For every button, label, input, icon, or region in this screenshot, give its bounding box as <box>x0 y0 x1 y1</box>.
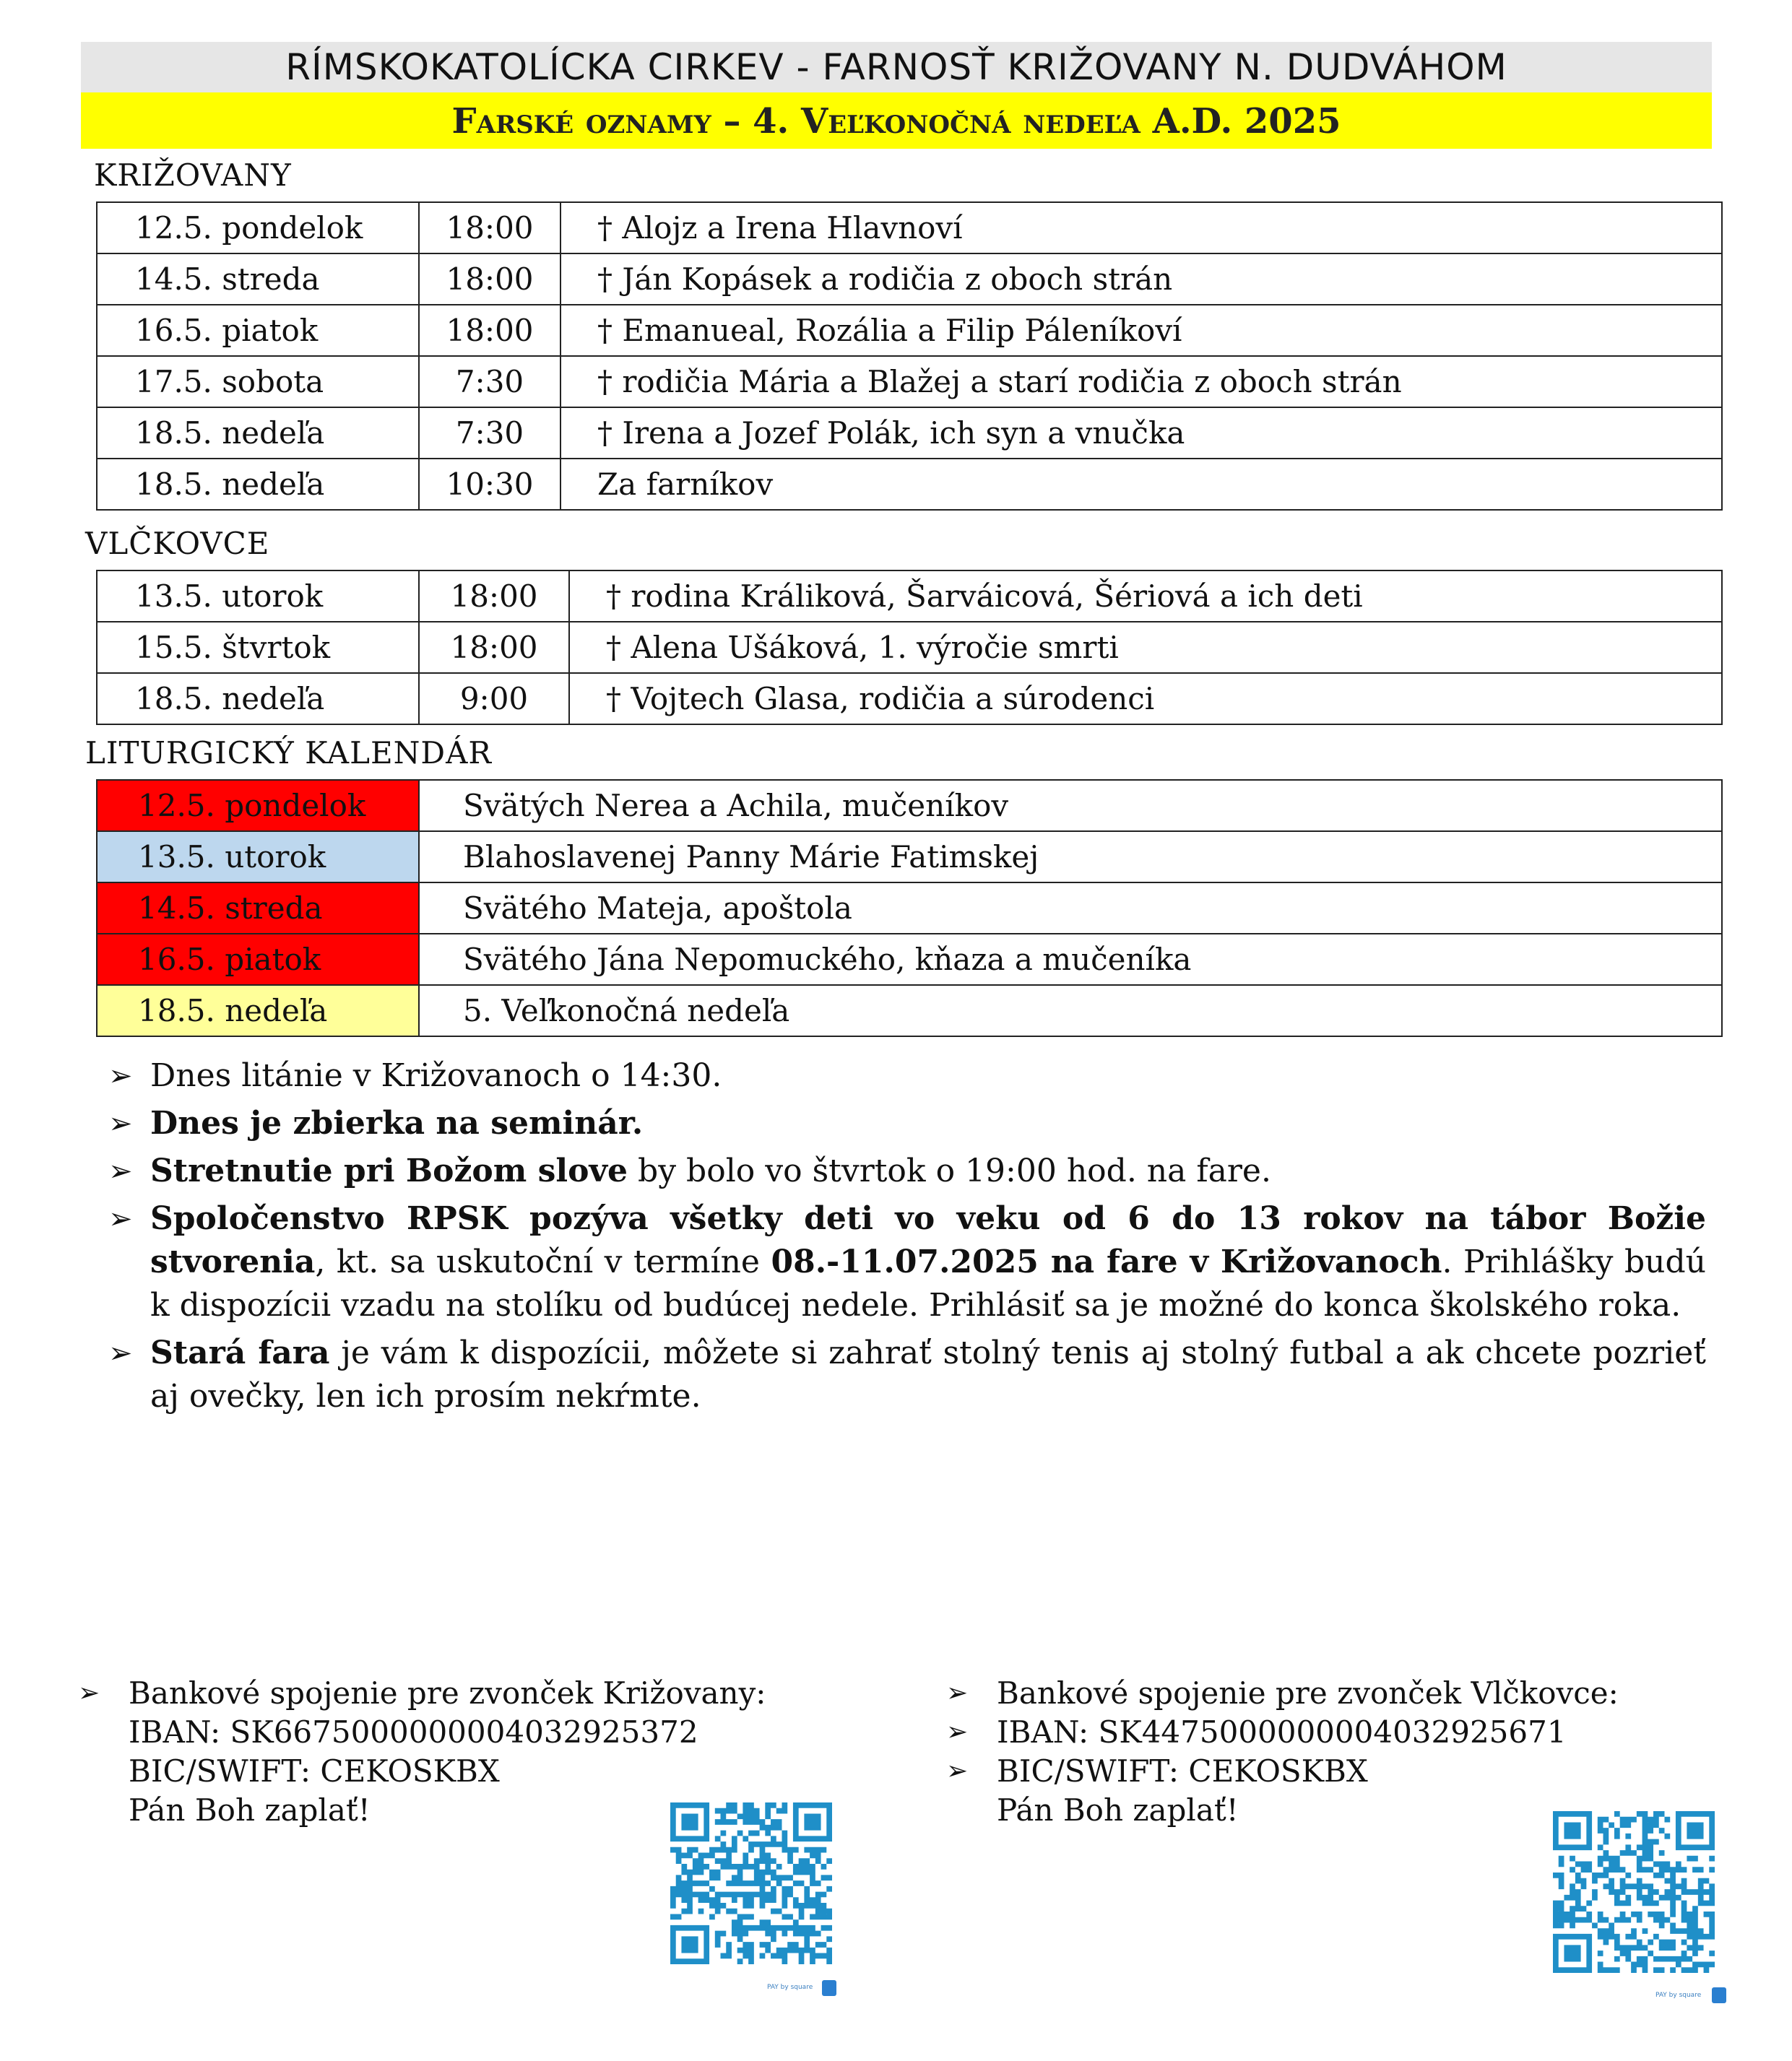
bank-bic: BIC/SWIFT: CEKOSKBX <box>129 1753 500 1789</box>
bank-line: ➢ Bankové spojenie pre zvonček Križovany: <box>78 1674 873 1713</box>
mass-intention: † Alojz a Irena Hlavnoví <box>560 202 1722 253</box>
calendar-feast: Blahoslavenej Panny Márie Fatimskej <box>419 831 1722 882</box>
mass-time: 9:00 <box>419 673 569 724</box>
bank-iban: ➢ IBAN: SK4475000000004032925671 <box>946 1713 1741 1752</box>
qr-code-vlckovce <box>1553 1811 1715 1973</box>
table-row <box>97 570 1722 622</box>
calendar-feast: Svätého Mateja, apoštola <box>419 882 1722 934</box>
calendar-feast: Svätých Nerea a Achila, mučeníkov <box>419 780 1722 831</box>
table-row <box>97 407 1722 459</box>
announcements-list <box>108 1054 1706 1423</box>
mass-intention: † Vojtech Glasa, rodičia a súrodenci <box>569 673 1722 724</box>
mass-day: 12.5. pondelok <box>97 202 419 253</box>
table-row <box>97 305 1722 356</box>
mass-intention: † Irena a Jozef Polák, ich syn a vnučka <box>560 407 1722 459</box>
mass-day: 13.5. utorok <box>97 570 419 622</box>
qr-code-krizovany <box>670 1802 832 1964</box>
pay-by-square-icon <box>1712 1987 1726 2003</box>
calendar-feast: Svätého Jána Nepomuckého, kňaza a mučeníka <box>419 934 1722 985</box>
mass-time: 7:30 <box>419 407 560 459</box>
table-row <box>97 882 1722 934</box>
table-row <box>97 934 1722 985</box>
bank-thanks: Pán Boh zaplať! <box>129 1792 371 1828</box>
notice-old-rectory: ➢ Stará fara je vám k dispozícii, môžete si zahrať stolný tenis aj stolný futbal a ak chcete pozrieť aj ovečky, len ich prosím nekŕmte. <box>108 1332 1706 1418</box>
mass-time: 18:00 <box>419 305 560 356</box>
mass-time: 7:30 <box>419 356 560 407</box>
calendar-feast: 5. Veľkonočná nedeľa <box>419 985 1722 1036</box>
bank-info-vlckovce <box>946 1674 1741 1830</box>
table-row <box>97 831 1722 882</box>
calendar-day: 18.5. nedeľa <box>97 985 419 1036</box>
bank-line: ➢ Bankové spojenie pre zvonček Vlčkovce: <box>946 1674 1741 1713</box>
arrow-bullet-icon: ➢ <box>108 1155 133 1188</box>
liturgical-calendar <box>96 779 1723 1037</box>
table-row <box>97 780 1722 831</box>
bank-bic: ➢ BIC/SWIFT: CEKOSKBX <box>946 1752 1741 1791</box>
mass-day: 16.5. piatok <box>97 305 419 356</box>
section-label-calendar: LITURGICKÝ KALENDÁR <box>85 735 493 771</box>
section-label-krizovany: KRIŽOVANY <box>94 157 292 193</box>
mass-intention: Za farníkov <box>560 459 1722 510</box>
table-row <box>97 356 1722 407</box>
table-row <box>97 622 1722 673</box>
mass-time: 18:00 <box>419 253 560 305</box>
arrow-bullet-icon: ➢ <box>108 1059 133 1093</box>
pay-by-square-label: PAY by square <box>1655 1992 1702 1999</box>
table-row <box>97 202 1722 253</box>
section-label-vlckovce: VLČKOVCE <box>85 526 270 561</box>
notice-litany: ➢ Dnes litánie v Križovanoch o 14:30. <box>108 1054 1706 1098</box>
calendar-day: 12.5. pondelok <box>97 780 419 831</box>
announcements-subtitle: Farské oznamy – 4. Veľkonočná nedeľa A.D. 2025 <box>81 92 1712 149</box>
mass-schedule-krizovany <box>96 201 1723 511</box>
mass-intention: † Ján Kopásek a rodičia z oboch strán <box>560 253 1722 305</box>
notice-bible-meeting: ➢ Stretnutie pri Božom slove by bolo vo štvrtok o 19:00 hod. na fare. <box>108 1150 1706 1193</box>
table-row <box>97 253 1722 305</box>
mass-day: 14.5. streda <box>97 253 419 305</box>
parish-title: RÍMSKOKATOLÍCKA CIRKEV - FARNOSŤ KRIŽOVANY N. DUDVÁHOM <box>81 42 1712 92</box>
mass-time: 18:00 <box>419 622 569 673</box>
mass-time: 18:00 <box>419 570 569 622</box>
mass-time: 18:00 <box>419 202 560 253</box>
calendar-day: 16.5. piatok <box>97 934 419 985</box>
bank-iban: IBAN: SK6675000000004032925372 <box>129 1714 698 1750</box>
mass-day: 18.5. nedeľa <box>97 459 419 510</box>
pay-by-square-label: PAY by square <box>767 1984 813 1991</box>
mass-day: 18.5. nedeľa <box>97 407 419 459</box>
mass-time: 10:30 <box>419 459 560 510</box>
bank-thanks: Pán Boh zaplať! <box>997 1792 1239 1828</box>
mass-day: 15.5. štvrtok <box>97 622 419 673</box>
mass-day: 17.5. sobota <box>97 356 419 407</box>
table-row <box>97 985 1722 1036</box>
mass-intention: † Emanueal, Rozália a Filip Páleníkoví <box>560 305 1722 356</box>
mass-day: 18.5. nedeľa <box>97 673 419 724</box>
arrow-bullet-icon: ➢ <box>946 1756 969 1786</box>
pay-by-square-icon <box>822 1980 836 1996</box>
table-row <box>97 673 1722 724</box>
table-row <box>97 459 1722 510</box>
mass-schedule-vlckovce <box>96 570 1723 725</box>
arrow-bullet-icon: ➢ <box>946 1717 969 1747</box>
mass-intention: † rodičia Mária a Blažej a starí rodičia z oboch strán <box>560 356 1722 407</box>
notice-summer-camp: ➢ Spoločenstvo RPSK pozýva všetky deti vo veku od 6 do 13 rokov na tábor Božie stvorenia, kt. sa uskutoční v termíne 08.-11.07.2025 na fare v Križovanoch. Prihlášky budú k dispozícii vzadu na stolíku od budúcej nedele. Prihlásiť sa je možné do konca školského roka. <box>108 1197 1706 1327</box>
calendar-day: 13.5. utorok <box>97 831 419 882</box>
arrow-bullet-icon: ➢ <box>946 1678 969 1708</box>
calendar-day: 14.5. streda <box>97 882 419 934</box>
arrow-bullet-icon: ➢ <box>108 1337 133 1370</box>
arrow-bullet-icon: ➢ <box>78 1678 100 1708</box>
mass-intention: † rodina Králiková, Šarváicová, Šériová a ich deti <box>569 570 1722 622</box>
arrow-bullet-icon: ➢ <box>108 1107 133 1140</box>
mass-intention: † Alena Ušáková, 1. výročie smrti <box>569 622 1722 673</box>
notice-collection: ➢ Dnes je zbierka na seminár. <box>108 1102 1706 1145</box>
arrow-bullet-icon: ➢ <box>108 1202 133 1236</box>
